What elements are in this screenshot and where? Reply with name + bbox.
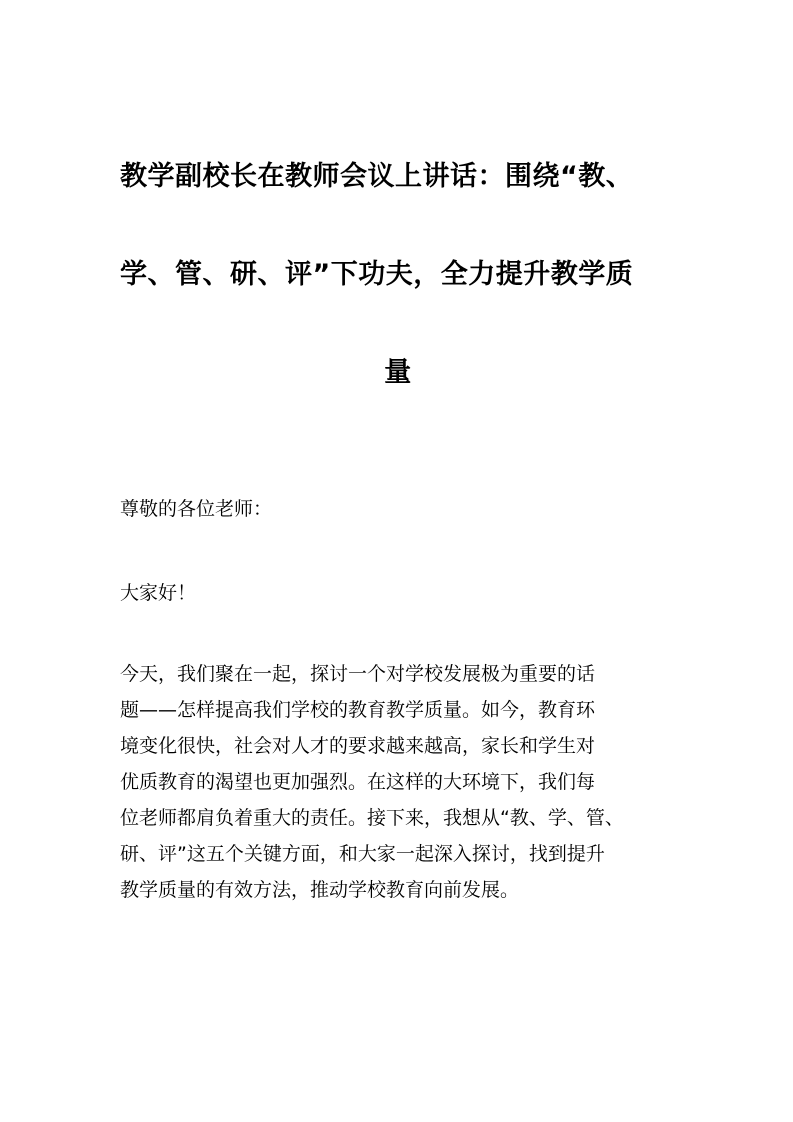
paragraph-line: 境变化很快，社会对人才的要求越来越高，家长和学生对 bbox=[120, 735, 596, 757]
paragraph-line: 优质教育的渴望也更加强烈。在这样的大环境下，我们每 bbox=[120, 771, 596, 793]
salutation: 尊敬的各位老师： bbox=[120, 498, 273, 520]
body-paragraph bbox=[120, 656, 690, 908]
title-line: 学、管、研、评”下功夫，全力提升教学质 bbox=[120, 259, 634, 290]
title-line: 教学副校长在教师会议上讲话：围绕“教、 bbox=[120, 161, 634, 192]
greeting: 大家好！ bbox=[120, 582, 197, 604]
paragraph-line: 研、评”这五个关键方面，和大家一起深入探讨，找到提升 bbox=[120, 843, 605, 865]
paragraph-line: 教学质量的有效方法，推动学校教育向前发展。 bbox=[120, 879, 520, 901]
paragraph-line: 题——怎样提高我们学校的教育教学质量。如今，教育环 bbox=[120, 699, 596, 721]
paragraph-line: 位老师都肩负着重大的责任。接下来，我想从“教、学、管、 bbox=[120, 807, 624, 829]
title-line: 量 bbox=[384, 357, 412, 388]
document-title bbox=[120, 128, 676, 422]
paragraph-line: 今天，我们聚在一起，探讨一个对学校发展极为重要的话 bbox=[120, 663, 596, 685]
